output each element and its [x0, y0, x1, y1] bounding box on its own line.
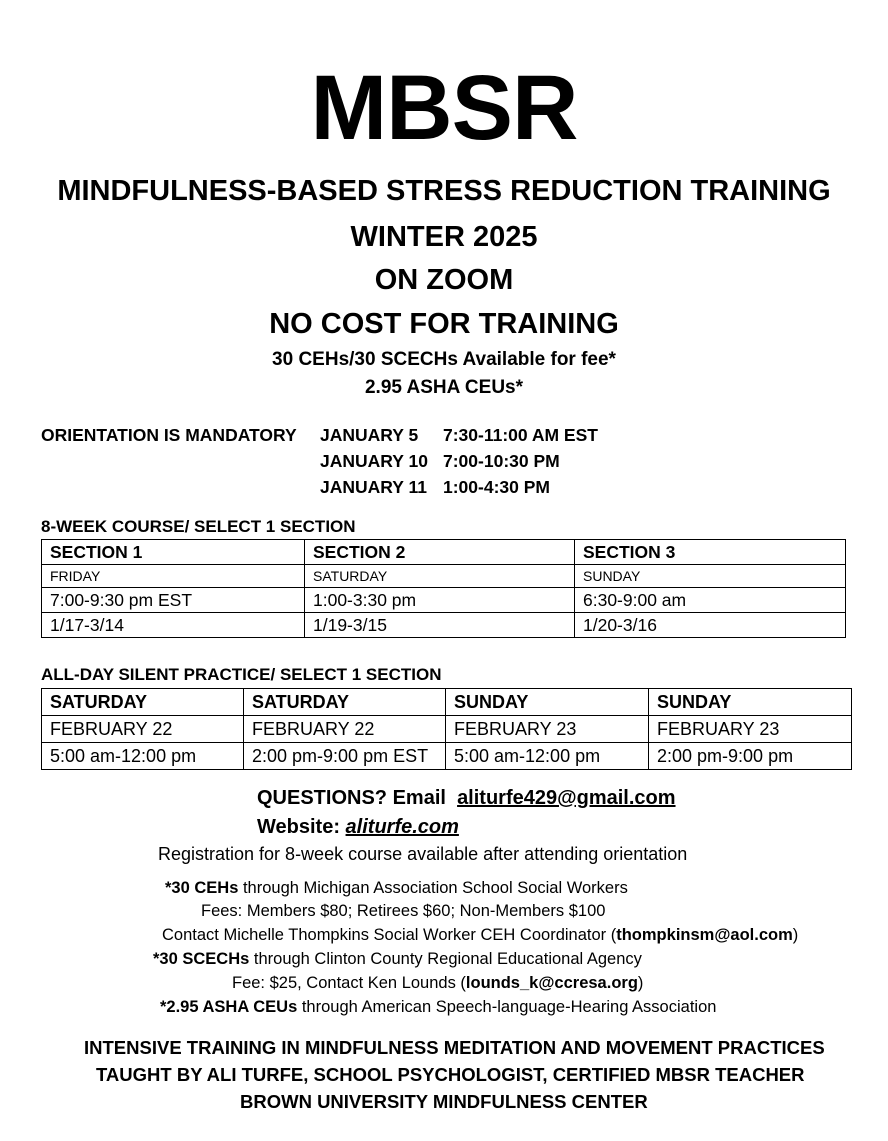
table-cell: 1/17-3/14: [42, 613, 305, 638]
table-cell: 2:00 pm-9:00 pm: [649, 743, 852, 770]
table-cell: SECTION 3: [575, 540, 846, 565]
website-label: Website:: [257, 816, 340, 838]
venue: ON ZOOM: [374, 264, 514, 296]
asha-text: through American Speech-language-Hearing Association: [297, 998, 717, 1016]
table-cell: FEBRUARY 22: [42, 716, 244, 743]
table-cell: SECTION 1: [42, 540, 305, 565]
credits-line-1: 30 CEHs/30 SCECHs Available for fee*: [272, 349, 616, 370]
contact-email[interactable]: thompkinsm@aol.com: [616, 926, 793, 944]
table-row: [42, 716, 852, 743]
table-cell: SATURDAY: [305, 565, 575, 588]
website-line: [257, 813, 459, 841]
table-cell: 6:30-9:00 am: [575, 588, 846, 613]
fee-note: [232, 972, 643, 994]
cost-line: NO COST FOR TRAINING: [269, 308, 619, 340]
table-cell: FEBRUARY 23: [649, 716, 852, 743]
orientation-date: JANUARY 11: [320, 477, 427, 497]
contact-note: [162, 924, 798, 946]
silent-practice-table: [41, 688, 852, 770]
fee-email[interactable]: lounds_k@ccresa.org: [465, 974, 638, 992]
asha-note: [160, 996, 716, 1018]
asha-label: *2.95 ASHA CEUs: [160, 998, 298, 1016]
fee-text: Fee: $25, Contact Ken Lounds (: [232, 974, 466, 992]
table-row: [42, 689, 852, 716]
orientation-time: 7:30-11:00 AM EST: [443, 425, 598, 445]
page-title: MBSR: [310, 57, 578, 159]
ceh-note: [165, 877, 628, 899]
website-link[interactable]: aliturfe.com: [345, 816, 459, 838]
orientation-time: 7:00-10:30 PM: [443, 451, 560, 471]
footer-line-2: TAUGHT BY ALI TURFE, SCHOOL PSYCHOLOGIST, CERTIFIED MBSR TEACHER: [96, 1064, 805, 1085]
table-row: [42, 540, 846, 565]
scech-label: *30 SCECHs: [153, 950, 250, 968]
scech-note: [153, 948, 642, 970]
table-row: [42, 588, 846, 613]
fees-note: Fees: Members $80; Retirees $60; Non-Members $100: [201, 902, 606, 920]
table-row: [42, 613, 846, 638]
table-cell: SUNDAY: [446, 689, 649, 716]
ceh-label: *30 CEHs: [165, 879, 239, 897]
table-cell: 1/20-3/16: [575, 613, 846, 638]
orientation-date: JANUARY 5: [320, 425, 419, 445]
questions-line: [257, 784, 676, 812]
table-cell: SATURDAY: [244, 689, 446, 716]
course-table-title: 8-WEEK COURSE/ SELECT 1 SECTION: [41, 517, 356, 536]
questions-label: QUESTIONS? Email: [257, 787, 446, 809]
table-cell: 7:00-9:30 pm EST: [42, 588, 305, 613]
table-cell: 1/19-3/15: [305, 613, 575, 638]
credits-line-2: 2.95 ASHA CEUs*: [364, 377, 524, 398]
footer-line-3: BROWN UNIVERSITY MINDFULNESS CENTER: [240, 1091, 648, 1112]
course-table: [41, 539, 846, 638]
table-cell: SUNDAY: [649, 689, 852, 716]
email-link[interactable]: aliturfe429@gmail.com: [457, 787, 676, 809]
footer-line-1: INTENSIVE TRAINING IN MINDFULNESS MEDITATION AND MOVEMENT PRACTICES: [84, 1037, 825, 1058]
table-cell: 5:00 am-12:00 pm: [446, 743, 649, 770]
contact-close: ): [792, 926, 799, 944]
ceh-text: through Michigan Association School Social Workers: [238, 879, 628, 897]
subtitle: MINDFULNESS-BASED STRESS REDUCTION TRAINING: [57, 175, 831, 207]
registration-note: Registration for 8-week course available after attending orientation: [158, 844, 688, 864]
table-cell: 5:00 am-12:00 pm: [42, 743, 244, 770]
orientation-label: ORIENTATION IS MANDATORY: [41, 425, 297, 445]
silent-table-title: ALL-DAY SILENT PRACTICE/ SELECT 1 SECTION: [41, 665, 442, 684]
table-cell: FRIDAY: [42, 565, 305, 588]
table-cell: 1:00-3:30 pm: [305, 588, 575, 613]
table-cell: SECTION 2: [305, 540, 575, 565]
season: WINTER 2025: [350, 221, 538, 253]
table-cell: SATURDAY: [42, 689, 244, 716]
fee-close: ): [637, 974, 644, 992]
scech-text: through Clinton County Regional Educational Agency: [249, 950, 642, 968]
table-row: [42, 743, 852, 770]
table-cell: FEBRUARY 22: [244, 716, 446, 743]
table-cell: SUNDAY: [575, 565, 846, 588]
contact-text: Contact Michelle Thompkins Social Worker CEH Coordinator (: [162, 926, 617, 944]
orientation-date: JANUARY 10: [320, 451, 428, 471]
table-row: [42, 565, 846, 588]
table-cell: 2:00 pm-9:00 pm EST: [244, 743, 446, 770]
orientation-time: 1:00-4:30 PM: [443, 477, 550, 497]
table-cell: FEBRUARY 23: [446, 716, 649, 743]
